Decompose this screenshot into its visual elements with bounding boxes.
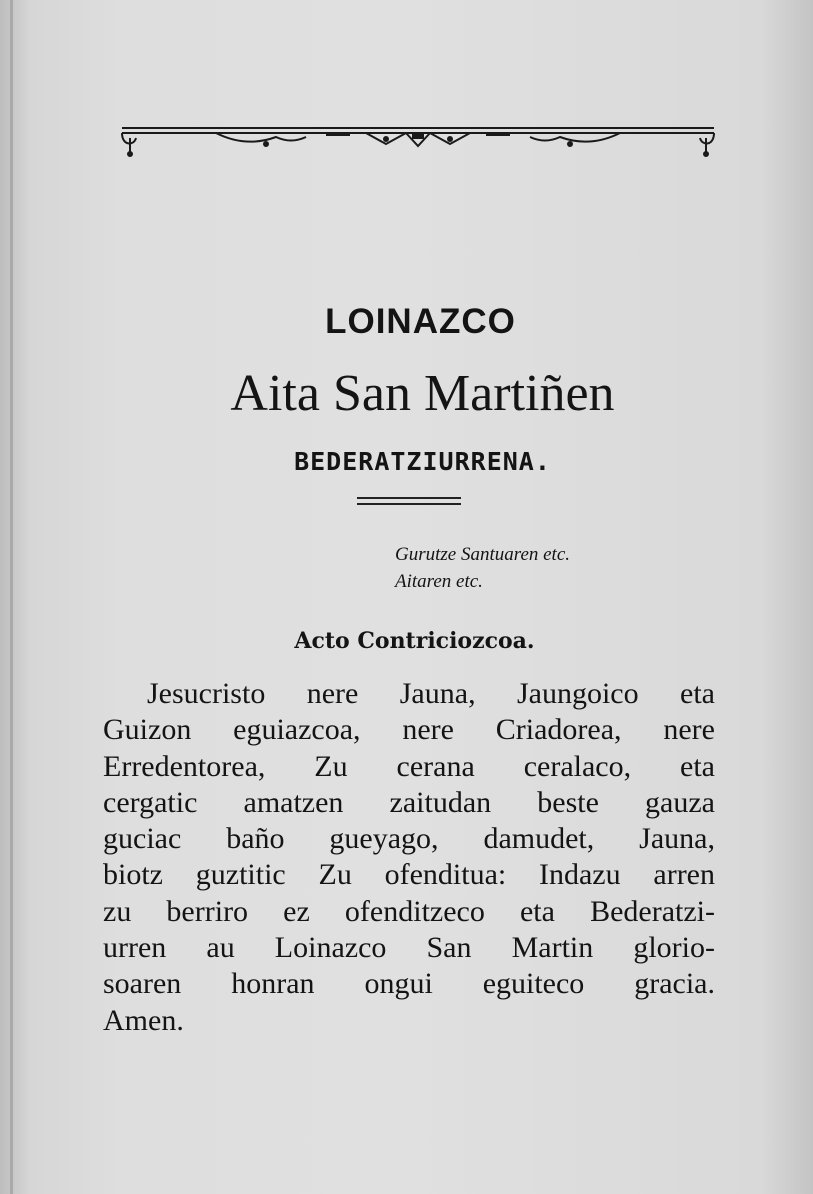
prayer-line: Erredentorea, Zu cerana ceralaco, eta — [103, 749, 715, 783]
rubric-note — [395, 541, 570, 595]
title-line-3: BEDERATZIURRENA. — [294, 447, 551, 476]
prayer-line: Jesucristo nere Jauna, Jaungoico eta — [147, 677, 715, 710]
prayer-line: zu berriro ez ofenditzeco eta Bederatzi- — [103, 894, 715, 928]
prayer-line: guciac baño gueyago, damudet, Jauna, — [103, 822, 715, 856]
prayer-line: Amen. — [103, 1003, 184, 1037]
prayer-line: urren au Loinazco San Martin glorio- — [103, 931, 715, 965]
double-rule-divider — [357, 497, 461, 509]
prayer-text — [103, 676, 715, 1039]
prayer-line: biotz guztitic Zu ofenditua: Indazu arren — [103, 858, 715, 892]
title-line-2: Aita San Martiñen — [230, 365, 615, 422]
rubric-line-2: Aitaren etc. — [395, 571, 483, 592]
ornamental-header-border — [116, 122, 720, 164]
rubric-line-1: Gurutze Santuaren etc. — [395, 544, 571, 565]
section-title: Acto Contriciozcoa. — [294, 628, 535, 654]
prayer-line: Guizon eguiazcoa, nere Criadorea, nere — [103, 713, 715, 747]
title-line-1: LOINAZCO — [325, 302, 516, 341]
prayer-line: soaren honran ongui eguiteco gracia. — [103, 967, 715, 1001]
prayer-line: cergatic amatzen zaitudan beste gauza — [103, 785, 715, 819]
